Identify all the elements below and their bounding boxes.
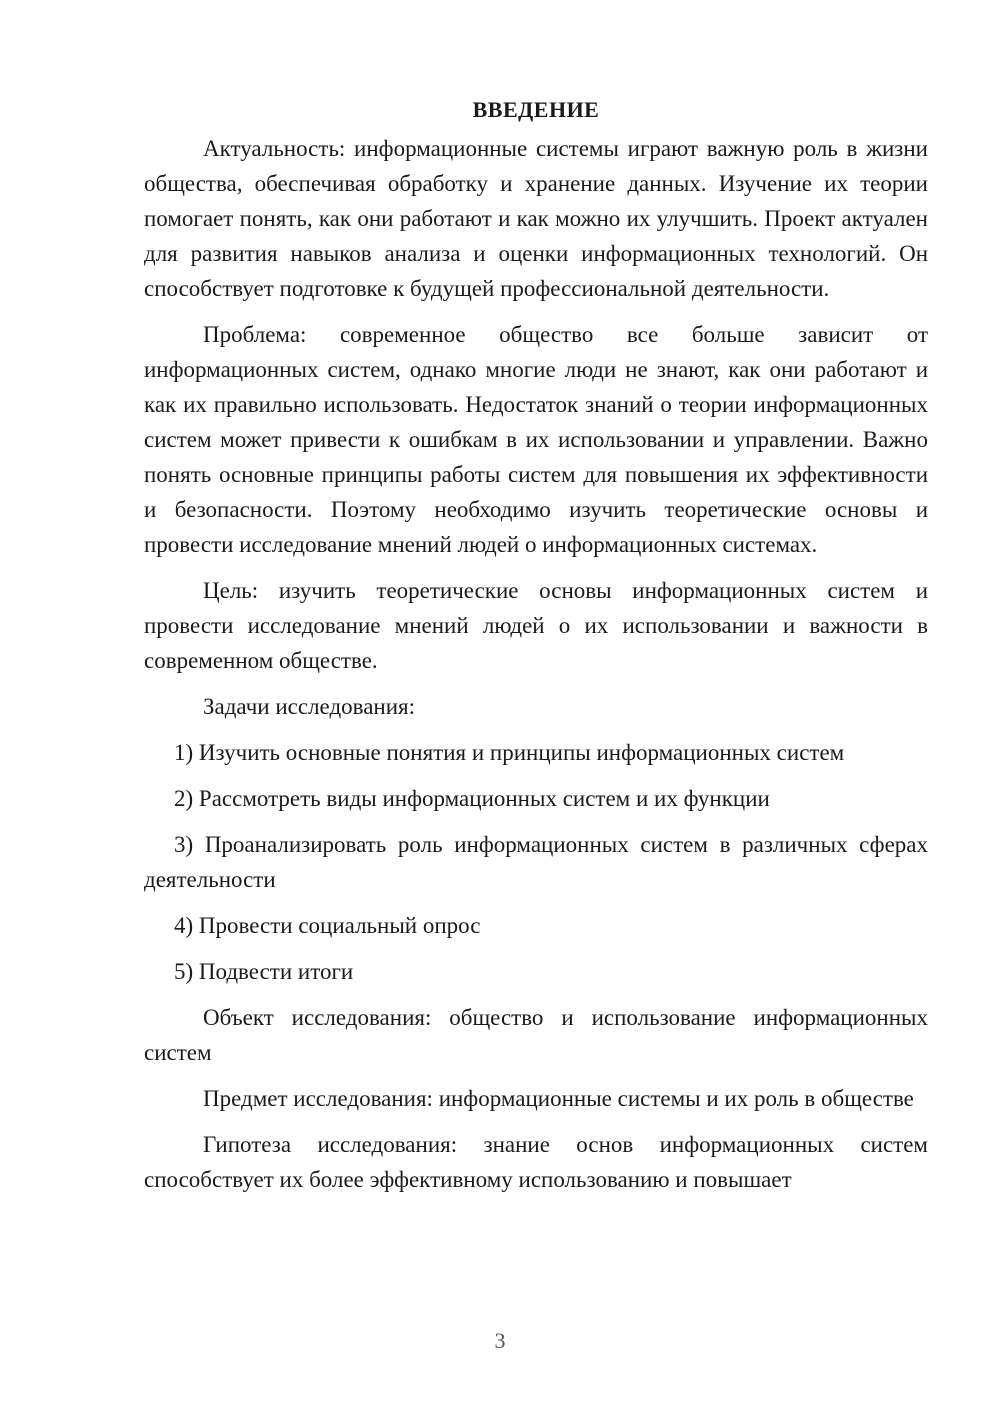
task-item: 5) Подвести итоги	[174, 959, 354, 984]
document-body	[144, 92, 928, 1197]
paragraph-subject: Предмет исследования: информационные системы и их роль в обществе	[203, 1086, 914, 1111]
paragraph-hypothesis: Гипотеза исследования: знание основ информационных систем способствует их более эффективному использованию и повышает	[144, 1132, 928, 1192]
task-item: 2) Рассмотреть виды информационных систем и их функции	[174, 786, 770, 811]
task-item: 1) Изучить основные понятия и принципы информационных систем	[174, 740, 845, 765]
section-heading: ВВЕДЕНИЕ	[472, 97, 600, 122]
page-number: 3	[494, 1328, 506, 1353]
paragraph-goal: Цель: изучить теоретические основы информационных систем и провести исследование мнений людей о их использовании и важности в современном обществе.	[144, 578, 928, 673]
paragraph-relevance: Актуальность: информационные системы играют важную роль в жизни общества, обеспечивая обработку и хранение данных. Изучение их теории помогает понять, как они работают и как можно их улучшить. Проект актуален для развития навыков анализа и оценки информационных технологий. Он способствует подготовке к будущей профессиональной деятельности.	[144, 136, 928, 301]
paragraph-problem: Проблема: современное общество все больше зависит от информационных систем, однако многие люди не знают, как они работают и как их правильно использовать. Недостаток знаний о теории информационных систем может привести к ошибкам в их использовании и управлении. Важно понять основные принципы работы систем для повышения их эффективности и безопасности. Поэтому необходимо изучить теоретические основы и провести исследование мнений людей о информационных системах.	[144, 322, 928, 557]
task-item: 3) Проанализировать роль информационных систем в различных сферах деятельности	[144, 832, 928, 892]
paragraph-object: Объект исследования: общество и использование информационных систем	[144, 1005, 928, 1065]
tasks-intro: Задачи исследования:	[203, 694, 416, 719]
task-item: 4) Провести социальный опрос	[174, 913, 481, 938]
